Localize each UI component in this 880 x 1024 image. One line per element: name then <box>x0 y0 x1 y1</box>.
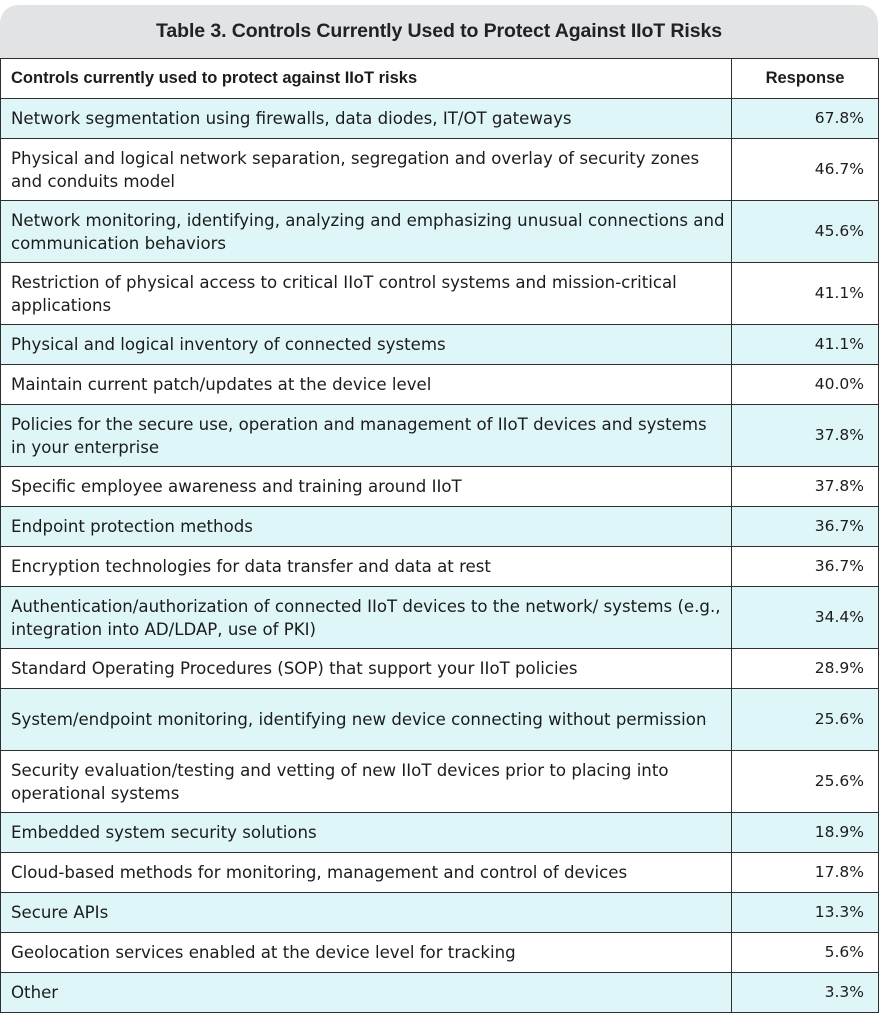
table-row <box>1 405 879 467</box>
response-cell: 25.6% <box>732 689 879 751</box>
table-row <box>1 813 879 853</box>
table-row <box>1 893 879 933</box>
table-row <box>1 99 879 139</box>
table-title-bar <box>0 5 878 58</box>
table-header-row <box>1 59 879 99</box>
response-cell: 34.4% <box>732 587 879 649</box>
table-row <box>1 139 879 201</box>
table-row <box>1 507 879 547</box>
response-cell: 5.6% <box>732 933 879 973</box>
response-cell: 45.6% <box>732 201 879 263</box>
table-row <box>1 365 879 405</box>
response-cell: 18.9% <box>732 813 879 853</box>
controls-table <box>0 58 879 1013</box>
control-cell: Standard Operating Procedures (SOP) that support your IIoT policies <box>1 649 732 689</box>
response-cell: 37.8% <box>732 405 879 467</box>
table-row <box>1 201 879 263</box>
control-cell: Restriction of physical access to critical IIoT control systems and mission-critical applications <box>1 263 732 325</box>
response-cell: 67.8% <box>732 99 879 139</box>
response-cell: 3.3% <box>732 973 879 1013</box>
response-cell: 17.8% <box>732 853 879 893</box>
table-row <box>1 263 879 325</box>
table-row <box>1 325 879 365</box>
response-cell: 25.6% <box>732 751 879 813</box>
table-row <box>1 853 879 893</box>
response-cell: 40.0% <box>732 365 879 405</box>
table-row <box>1 751 879 813</box>
table-container <box>0 5 878 1013</box>
table-title: Table 3. Controls Currently Used to Protect Against IIoT Risks <box>156 20 722 42</box>
response-cell: 37.8% <box>732 467 879 507</box>
control-cell: Endpoint protection methods <box>1 507 732 547</box>
control-cell: Other <box>1 973 732 1013</box>
response-cell: 41.1% <box>732 325 879 365</box>
table-row <box>1 467 879 507</box>
control-cell: Network monitoring, identifying, analyzing and emphasizing unusual connections and communication behaviors <box>1 201 732 263</box>
table-row <box>1 689 879 751</box>
control-cell: Physical and logical network separation, segregation and overlay of security zones and conduits model <box>1 139 732 201</box>
response-cell: 36.7% <box>732 547 879 587</box>
control-cell: Security evaluation/testing and vetting of new IIoT devices prior to placing into operational systems <box>1 751 732 813</box>
column-header-response: Response <box>732 59 879 99</box>
control-cell: Geolocation services enabled at the device level for tracking <box>1 933 732 973</box>
response-cell: 46.7% <box>732 139 879 201</box>
response-cell: 13.3% <box>732 893 879 933</box>
table-row <box>1 649 879 689</box>
control-cell: Network segmentation using firewalls, data diodes, IT/OT gateways <box>1 99 732 139</box>
control-cell: Encryption technologies for data transfer and data at rest <box>1 547 732 587</box>
control-cell: Cloud-based methods for monitoring, management and control of devices <box>1 853 732 893</box>
column-header-controls: Controls currently used to protect against IIoT risks <box>1 59 732 99</box>
control-cell: Physical and logical inventory of connected systems <box>1 325 732 365</box>
response-cell: 28.9% <box>732 649 879 689</box>
control-cell: Secure APIs <box>1 893 732 933</box>
table-row <box>1 973 879 1013</box>
control-cell: Specific employee awareness and training around IIoT <box>1 467 732 507</box>
response-cell: 36.7% <box>732 507 879 547</box>
control-cell: Policies for the secure use, operation and management of IIoT devices and systems in your enterprise <box>1 405 732 467</box>
table-row <box>1 587 879 649</box>
table-row <box>1 933 879 973</box>
control-cell: Authentication/authorization of connected IIoT devices to the network/ systems (e.g., integration into AD/LDAP, use of PKI) <box>1 587 732 649</box>
table-row <box>1 547 879 587</box>
control-cell: Maintain current patch/updates at the device level <box>1 365 732 405</box>
control-cell: System/endpoint monitoring, identifying new device connecting without permission <box>1 689 732 751</box>
control-cell: Embedded system security solutions <box>1 813 732 853</box>
response-cell: 41.1% <box>732 263 879 325</box>
